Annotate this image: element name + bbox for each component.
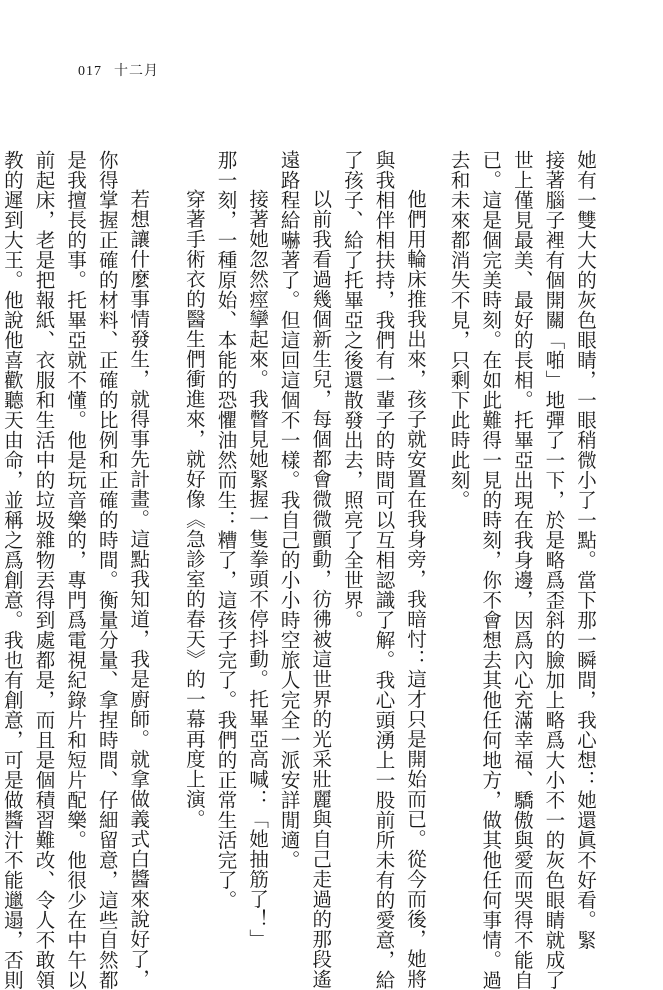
text-column: 他們用輪床推我出來，孩子就安置在我身旁，我暗忖：這才只是開始而已。從今而後，她將: [404, 189, 428, 989]
text-column: 那一刻，一種原始、本能的恐懼油然而生：糟了，這孩子完了。我們的正常生活完了。: [214, 150, 238, 910]
paragraph-gap: [154, 150, 166, 870]
text-column: 你得掌握正確的材料、正確的比例和正確的時間。衡量分量、拿捏時間、仔細留意，這些自然都: [95, 150, 119, 990]
running-header: [78, 60, 159, 80]
text-column: 去和未來都消失不見，只剩下此時此刻。: [447, 150, 471, 510]
text-column: 是我擅長的事。托畢亞就不懂。他是玩音樂的，專門爲電視紀錄片和短片配樂。他很少在中午以: [64, 150, 88, 990]
text-column: 以前我看過幾個新生兒，每個都會微微顫動，彷彿被這世界的光采壯麗與自己走過的那段遙: [309, 189, 333, 989]
chapter-title: 十二月: [114, 63, 159, 79]
text-column: 與我相伴相扶持，我們有一輩子的時間可以互相認識了解。我心頭湧上一股前所未有的愛意，給: [372, 150, 396, 990]
text-column: 前起床，老是把報紙、衣服和生活中的垃圾雜物丟得到處都是，而且是個積習難改、令人不敢領: [32, 150, 56, 990]
page-number: 017: [78, 64, 102, 79]
text-column: 接著她忽然痙攣起來。我瞥見她緊握一隻拳頭不停抖動。托畢亞高喊：「她抽筋了！」: [246, 189, 270, 949]
text-column: 她有一雙大大的灰色眼睛，一眼稍微小了一點。當下那一瞬間，我心想：她還眞不好看。緊: [574, 150, 597, 950]
text-column: 穿著手術衣的醫生們衝進來，就好像《急診室的春天》的一幕再度上演。: [182, 189, 206, 829]
text-column: 遠路程給嚇著了。但這回這個不一樣。我自己的小小時空旅人完全一派安詳閒適。: [277, 150, 301, 870]
paragraph-gap: [431, 150, 443, 870]
text-column: 教的遲到大王。他說他喜歡聽天由命，並稱之爲創意。我也有創意，可是做醬汁不能邋遢，否則: [0, 150, 24, 990]
text-column: 世上僅見最美、最好的長相。托畢亞出現在我身邊，因爲內心充滿幸福、驕傲與愛而哭得不能自: [510, 150, 534, 990]
text-column: 了孩子、給了托畢亞之後還散發出去，照亮了全世界。: [340, 150, 364, 630]
text-column: 若想讓什麼事情發生，就得事先計畫。這點我知道，我是廚師。就拿做義式白醬來說好了，: [127, 189, 151, 989]
body-text: [0, 150, 601, 990]
text-column: 接著腦子裡有個開關「啪」地彈了一下，於是略爲歪斜的臉加上略爲大小不一的灰色眼睛就成了: [542, 150, 566, 990]
paragraph-gap: [166, 150, 178, 870]
text-column: 已。這是個完美時刻。在如此難得一見的時刻，你不會想去其他任何地方，做其他任何事情。過: [479, 150, 503, 990]
